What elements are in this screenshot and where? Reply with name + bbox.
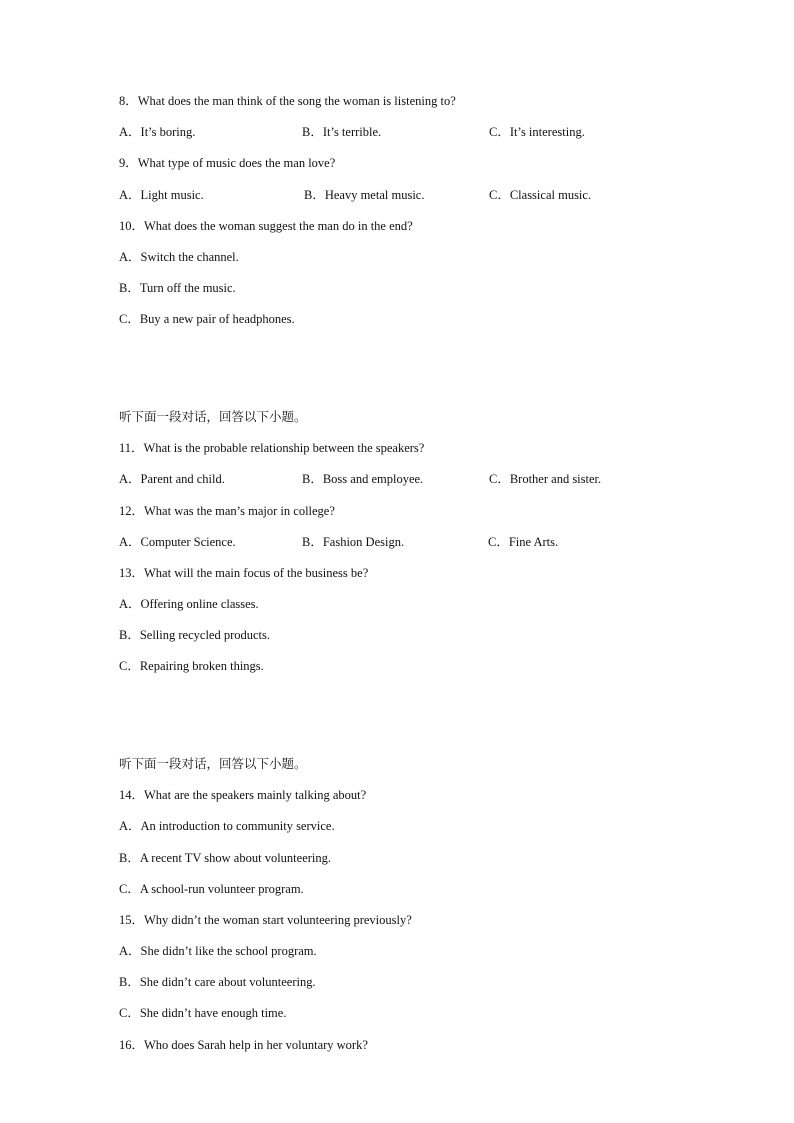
question-11-option-a[interactable]: A．Parent and child.	[119, 472, 225, 486]
question-8-option-b[interactable]: B．It’s terrible.	[302, 125, 382, 139]
question-13-option-b[interactable]: B．Selling recycled products.	[119, 628, 271, 642]
question-13-stem: 13．What will the main focus of the business be?	[119, 566, 369, 580]
question-10-option-c[interactable]: C．Buy a new pair of headphones.	[119, 312, 295, 326]
question-12-option-a[interactable]: A．Computer Science.	[119, 535, 236, 549]
question-15-stem: 15．Why didn’t the woman start volunteering previously?	[119, 913, 412, 927]
question-14-option-a[interactable]: A．An introduction to community service.	[119, 819, 335, 833]
question-13-option-c[interactable]: C．Repairing broken things.	[119, 659, 264, 673]
question-15-option-c[interactable]: C．She didn’t have enough time.	[119, 1006, 287, 1020]
question-14-option-c[interactable]: C．A school-run volunteer program.	[119, 882, 304, 896]
question-15-option-b[interactable]: B．She didn’t care about volunteering.	[119, 975, 316, 989]
question-14-stem: 14．What are the speakers mainly talking about?	[119, 788, 367, 802]
question-10-stem: 10．What does the woman suggest the man do in the end?	[119, 219, 413, 233]
question-8-option-c[interactable]: C．It’s interesting.	[489, 125, 585, 139]
question-9-option-b[interactable]: B．Heavy metal music.	[304, 188, 425, 202]
question-10-option-a[interactable]: A．Switch the channel.	[119, 250, 239, 264]
question-11-stem: 11．What is the probable relationship between the speakers?	[119, 441, 425, 455]
question-9-option-a[interactable]: A．Light music.	[119, 188, 204, 202]
question-9-option-c[interactable]: C．Classical music.	[489, 188, 592, 202]
question-13-option-a[interactable]: A．Offering online classes.	[119, 597, 259, 611]
question-11-option-b[interactable]: B．Boss and employee.	[302, 472, 424, 486]
question-12-stem: 12．What was the man’s major in college?	[119, 504, 335, 518]
question-8-stem: 8．What does the man think of the song the woman is listening to?	[119, 94, 456, 108]
question-15-option-a[interactable]: A．She didn’t like the school program.	[119, 944, 317, 958]
question-9-stem: 9．What type of music does the man love?	[119, 156, 336, 170]
question-8-option-a[interactable]: A．It’s boring.	[119, 125, 196, 139]
question-11-option-c[interactable]: C．Brother and sister.	[489, 472, 602, 486]
question-14-option-b[interactable]: B．A recent TV show about volunteering.	[119, 851, 332, 865]
section-heading-2: 听下面一段对话，回答以下小题。	[119, 409, 307, 424]
question-16-stem: 16．Who does Sarah help in her voluntary work?	[119, 1038, 368, 1052]
question-12-option-c[interactable]: C．Fine Arts.	[488, 535, 559, 549]
section-heading-3: 听下面一段对话，回答以下小题。	[119, 756, 307, 771]
question-12-option-b[interactable]: B．Fashion Design.	[302, 535, 405, 549]
question-10-option-b[interactable]: B．Turn off the music.	[119, 281, 236, 295]
